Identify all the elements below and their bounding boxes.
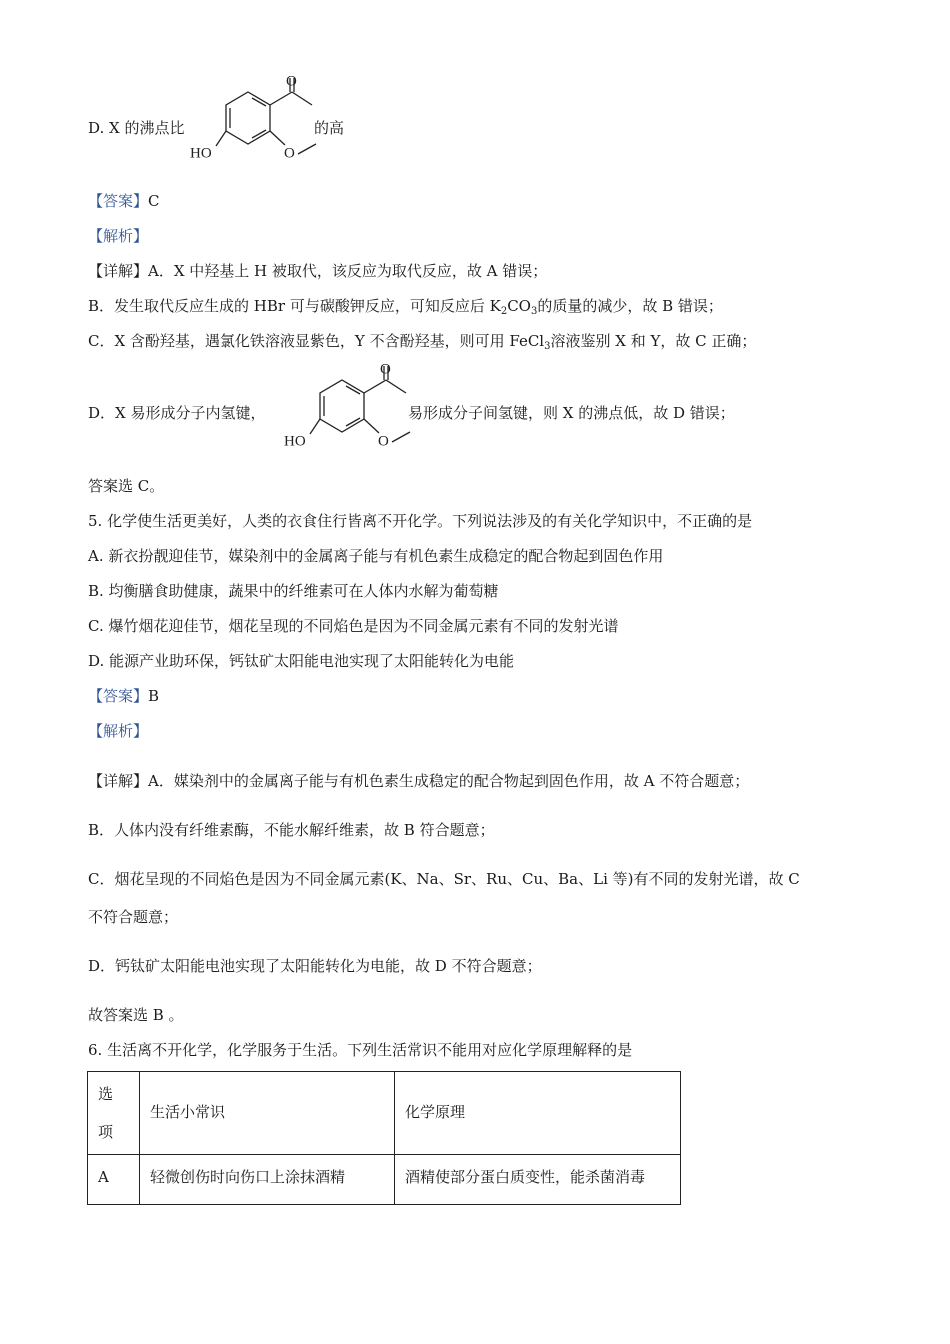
q4-detail-d-pre: D．X 易形成分子内氢键， bbox=[88, 404, 266, 422]
detail-c-post: 溶液鉴别 X 和 Y，故 C 正确； bbox=[550, 332, 757, 350]
hydroxyl-label: HO bbox=[284, 433, 306, 450]
q4-detail-d-post: 易形成分子间氢键，则 X 的沸点低，故 D 错误； bbox=[408, 404, 735, 422]
q5-detail-a: 【详解】A．媒染剂中的金属离子能与有机色素生成稳定的配合物起到固色作用，故 A 不符合题意； bbox=[88, 772, 750, 790]
molecule-structure-2 bbox=[282, 362, 422, 460]
detail-c-sub: 3 bbox=[544, 341, 551, 352]
header-principle: 化学原理 bbox=[395, 1072, 681, 1155]
detail-b-mid: CO bbox=[507, 297, 531, 315]
detail-c-pre: C．X 含酚羟基，遇氯化铁溶液显紫色，Y 不含酚羟基，则可用 FeCl bbox=[88, 332, 545, 350]
q4-detail-c bbox=[88, 331, 756, 351]
header-life-tip: 生活小常识 bbox=[140, 1072, 395, 1155]
header-option-char-1: 选 bbox=[98, 1085, 114, 1103]
methoxy-o-label: O bbox=[378, 433, 389, 450]
q5-analysis-tag: 【解析】 bbox=[88, 722, 149, 740]
row-principle: 酒精使部分蛋白质变性，能杀菌消毒 bbox=[395, 1155, 681, 1205]
carbonyl-o-label: O bbox=[286, 74, 297, 90]
detail-b-pre: B．发生取代反应生成的 HBr 可与碳酸钾反应，可知反应后 K bbox=[88, 297, 501, 315]
answer-tag: 【答案】 bbox=[88, 192, 149, 210]
hydroxyl-label: HO bbox=[190, 145, 212, 162]
q4-conclusion: 答案选 C。 bbox=[88, 477, 165, 495]
q4-detail-a: 【详解】A．X 中羟基上 H 被取代，该反应为取代反应，故 A 错误； bbox=[88, 262, 548, 280]
row-option: A bbox=[88, 1155, 140, 1205]
q4-analysis-tag: 【解析】 bbox=[88, 227, 149, 245]
methoxy-o-label: O bbox=[284, 145, 295, 162]
answer-value: C bbox=[148, 192, 160, 210]
molecule-structure-1 bbox=[188, 74, 328, 172]
q5-detail-c: C．烟花呈现的不同焰色是因为不同金属元素(K、Na、Sr、Ru、Cu、Ba、Li 等)有不同的发射光谱，故 C bbox=[88, 870, 800, 888]
q4-detail-b bbox=[88, 296, 723, 316]
q5-detail-c-cont: 不符合题意； bbox=[88, 908, 179, 926]
answer-tag: 【答案】 bbox=[88, 687, 149, 705]
q5-conclusion: 故答案选 B 。 bbox=[88, 1006, 184, 1024]
q5-option-b: B. 均衡膳食助健康，蔬果中的纤维素可在人体内水解为葡萄糖 bbox=[88, 582, 499, 600]
q6-stem: 6. 生活离不开化学，化学服务于生活。下列生活常识不能用对应化学原理解释的是 bbox=[88, 1041, 633, 1059]
q5-stem: 5. 化学使生活更美好，人类的衣食住行皆离不开化学。下列说法涉及的有关化学知识中，不正确的是 bbox=[88, 512, 753, 530]
header-option-char-2: 项 bbox=[98, 1123, 114, 1141]
table-row bbox=[88, 1155, 681, 1205]
q4-option-d-label: D. X 的沸点比 bbox=[88, 119, 185, 137]
q4-answer bbox=[88, 191, 160, 211]
header-option bbox=[88, 1072, 140, 1155]
q6-table bbox=[87, 1071, 681, 1205]
q5-option-c: C. 爆竹烟花迎佳节，烟花呈现的不同焰色是因为不同金属元素有不同的发射光谱 bbox=[88, 617, 619, 635]
table-header-row bbox=[88, 1072, 681, 1155]
q5-option-a: A. 新衣扮靓迎佳节，媒染剂中的金属离子能与有机色素生成稳定的配合物起到固色作用 bbox=[88, 547, 664, 565]
row-life-tip: 轻微创伤时向伤口上涂抹酒精 bbox=[140, 1155, 395, 1205]
detail-b-sub1: 2 bbox=[500, 306, 508, 317]
q5-option-d: D. 能源产业助环保，钙钛矿太阳能电池实现了太阳能转化为电能 bbox=[88, 652, 515, 670]
q5-detail-b: B．人体内没有纤维素酶，不能水解纤维素，故 B 符合题意； bbox=[88, 821, 495, 839]
detail-b-sub2: 3 bbox=[530, 306, 538, 317]
q4-option-d-suffix: 的高 bbox=[314, 119, 345, 137]
q5-detail-d: D．钙钛矿太阳能电池实现了太阳能转化为电能，故 D 不符合题意； bbox=[88, 957, 542, 975]
answer-value: B bbox=[148, 687, 160, 705]
q5-answer bbox=[88, 686, 159, 706]
carbonyl-o-label: O bbox=[380, 362, 391, 378]
detail-b-post: 的质量的减少，故 B 错误； bbox=[537, 297, 723, 315]
